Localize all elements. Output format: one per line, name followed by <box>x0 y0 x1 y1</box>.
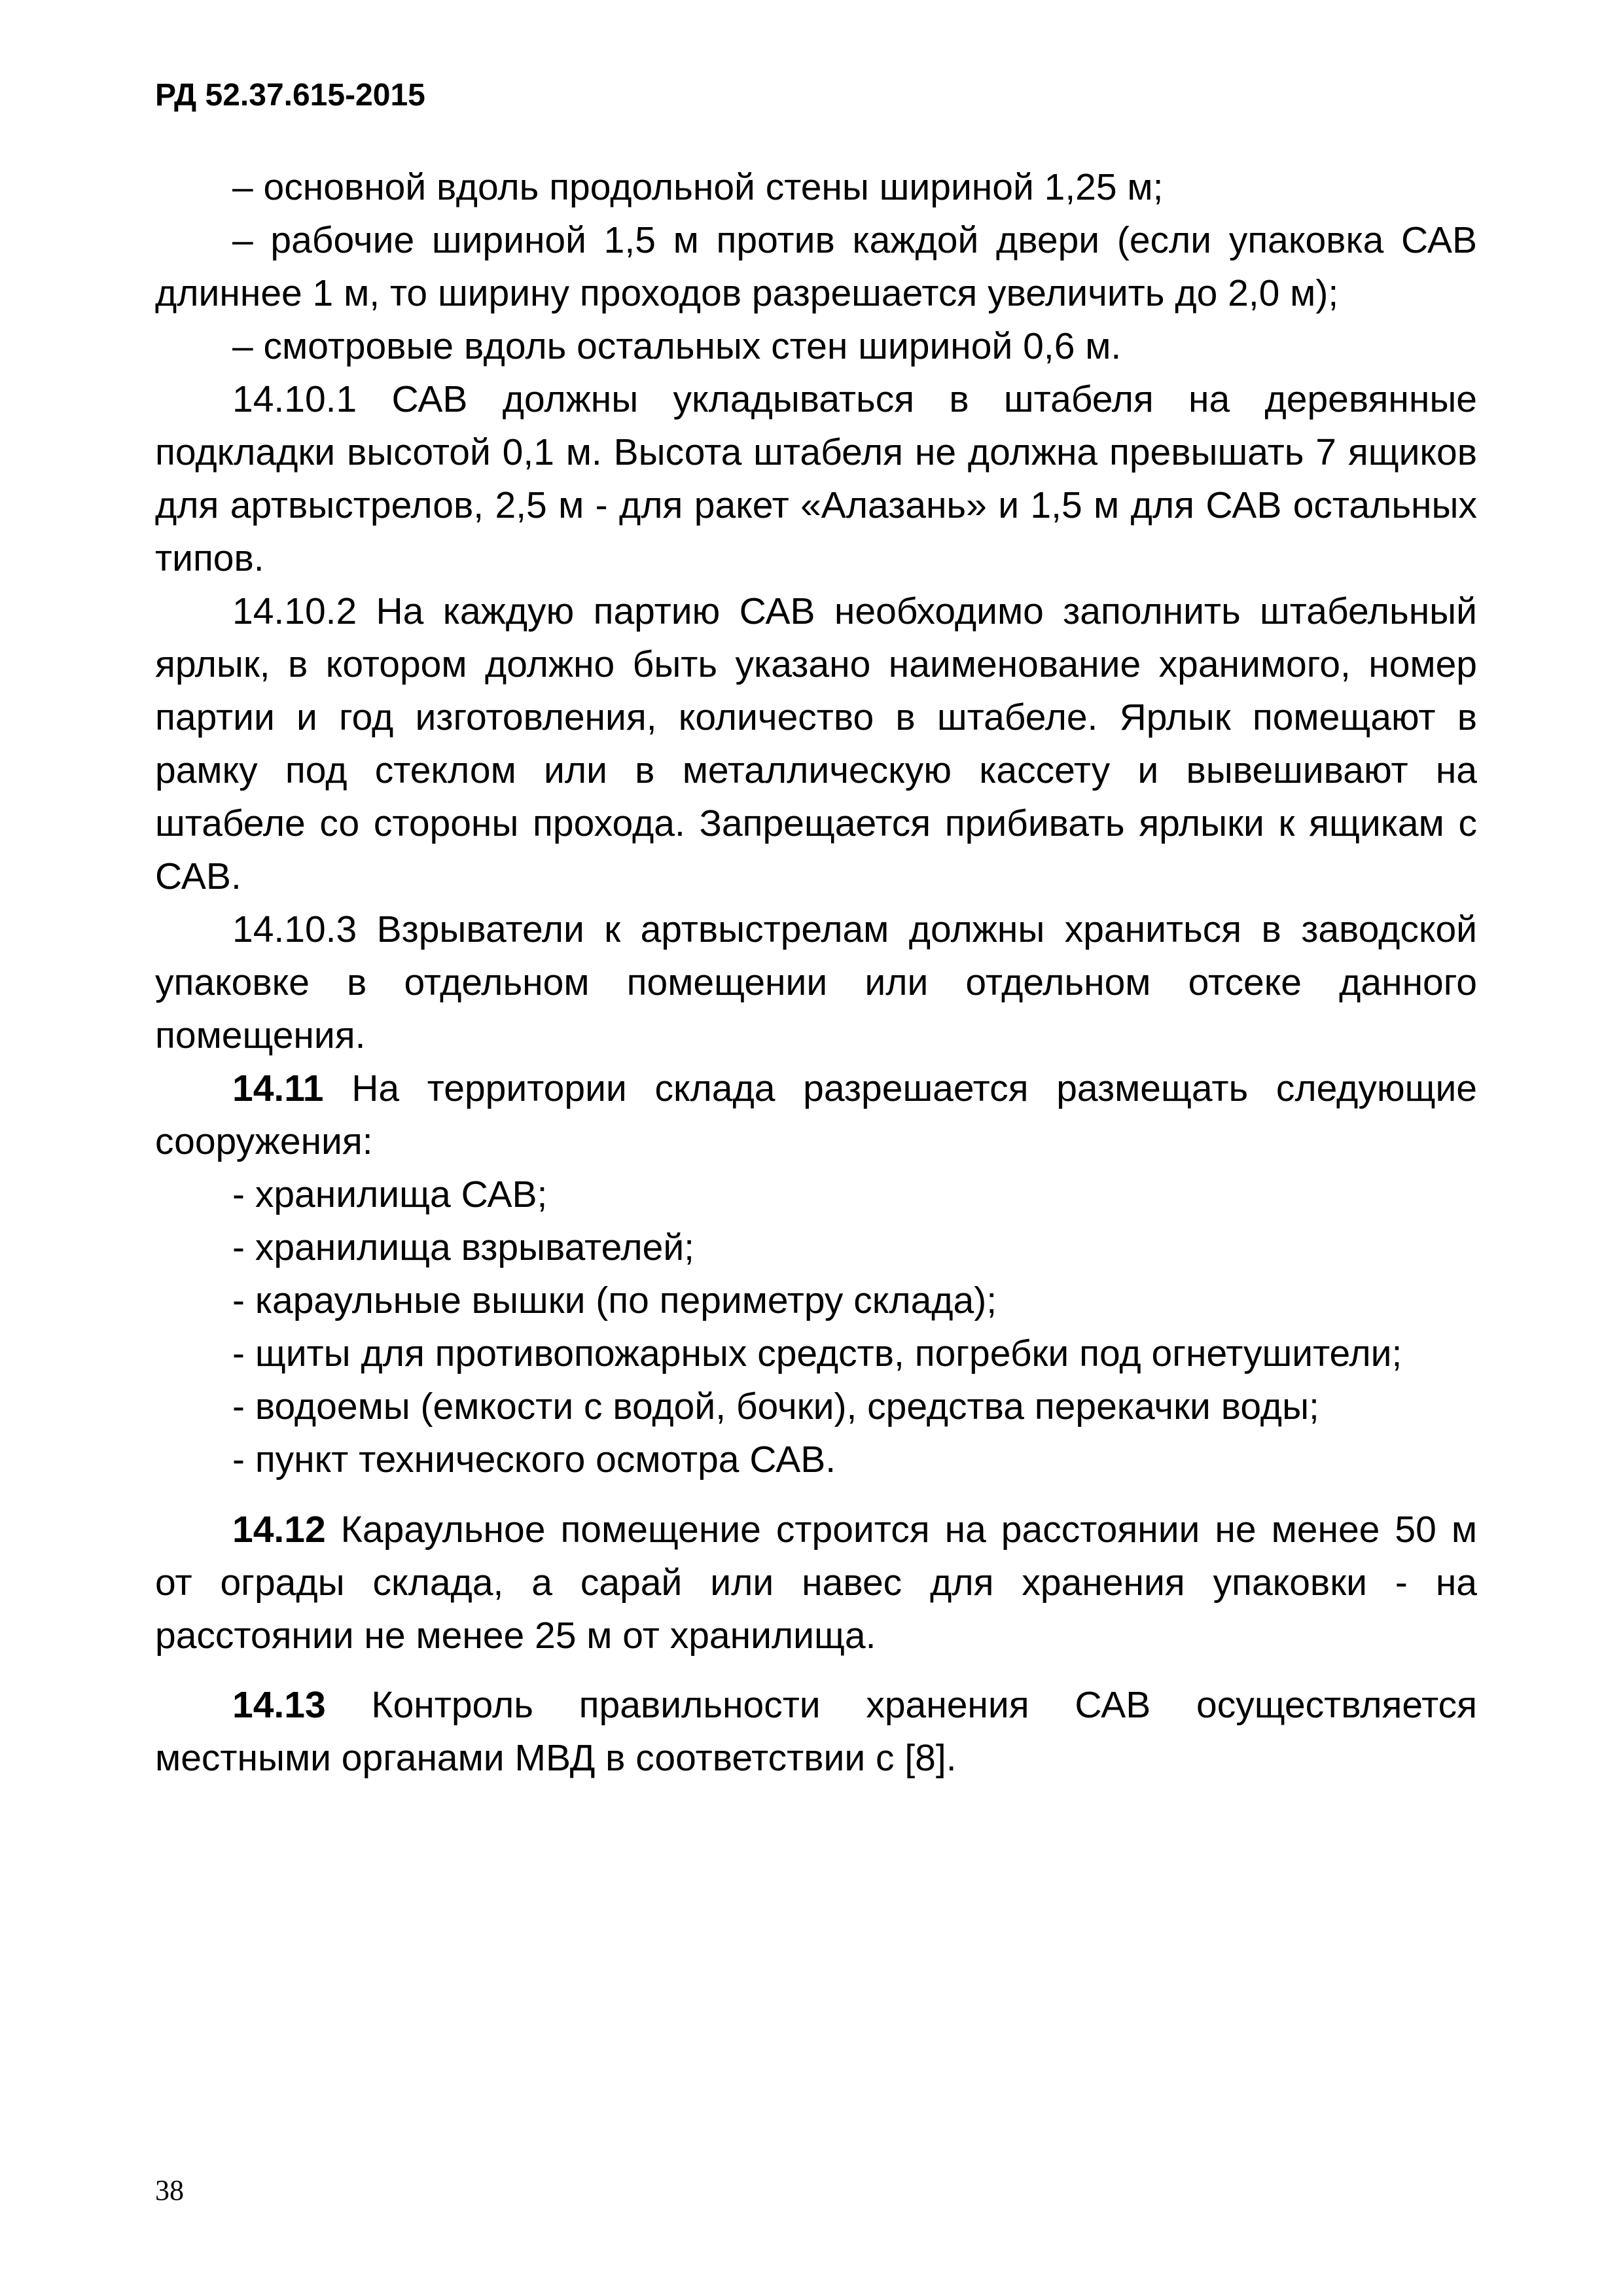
passage-inspection-aisle: – смотровые вдоль остальных стен шириной 0,6 м. <box>232 325 1122 367</box>
clause-14-10-2: 14.10.2 На каждую партию САВ необходимо заполнить штабельный ярлык, в котором должно быть указано наименование хранимого, номер партии и год изготовления, количество в штабеле. Ярлык помещают в рамку под стеклом или в металлическую кассету и вывешивают на штабеле со стороны прохода. Запрещается прибивать ярлыки к ящикам с САВ. <box>155 590 1477 897</box>
document-code-header: РД 52.37.615-2015 <box>155 78 425 113</box>
list-item: - щиты для противопожарных средств, погребки под огнетушители; <box>232 1333 1402 1374</box>
clause-14-11 <box>155 1062 1477 1168</box>
list-item: - хранилища САВ; <box>232 1174 548 1215</box>
page-number: 38 <box>155 2174 184 2206</box>
clause-14-12-text: Караульное помещение строится на расстоянии не менее 50 м от ограды склада, а сарай или навес для хранения упаковки - на расстоянии не менее 25 м от хранилища. <box>155 1509 1477 1657</box>
clause-14-13 <box>155 1679 1477 1785</box>
clause-14-12-number: 14.12 <box>232 1509 326 1551</box>
clause-14-11-text: На территории склада разрешается размещать следующие сооружения: <box>155 1067 1478 1162</box>
list-item: - пункт технического осмотра САВ. <box>232 1439 836 1480</box>
passage-work-aisle: – рабочие шириной 1,5 м против каждой двери (если упаковка САВ длиннее 1 м, то ширину проходов разрешается увеличить до 2,0 м); <box>155 219 1477 314</box>
clause-14-11-number: 14.11 <box>232 1067 324 1109</box>
clause-14-13-text: Контроль правильности хранения САВ осуществляется местными органами МВД в соответствии с [8]. <box>155 1684 1477 1779</box>
clause-14-12 <box>155 1503 1477 1662</box>
clause-14-10-3: 14.10.3 Взрыватели к артвыстрелам должны храниться в заводской упаковке в отдельном помещении или отдельном отсеке данного помещения. <box>155 908 1477 1056</box>
list-item: - караульные вышки (по периметру склада); <box>232 1280 997 1321</box>
passage-main-aisle: – основной вдоль продольной стены шириной 1,25 м; <box>232 166 1164 208</box>
list-item: - водоемы (емкости с водой, бочки), средства перекачки воды; <box>232 1386 1319 1427</box>
clause-14-13-number: 14.13 <box>232 1684 326 1726</box>
list-item: - хранилища взрывателей; <box>232 1227 695 1268</box>
clause-14-10-1: 14.10.1 САВ должны укладываться в штабеля на деревянные подкладки высотой 0,1 м. Высота штабеля не должна превышать 7 ящиков для артвыстрелов, 2,5 м - для ракет «Алазань» и 1,5 м для САВ остальных типов. <box>155 378 1477 579</box>
